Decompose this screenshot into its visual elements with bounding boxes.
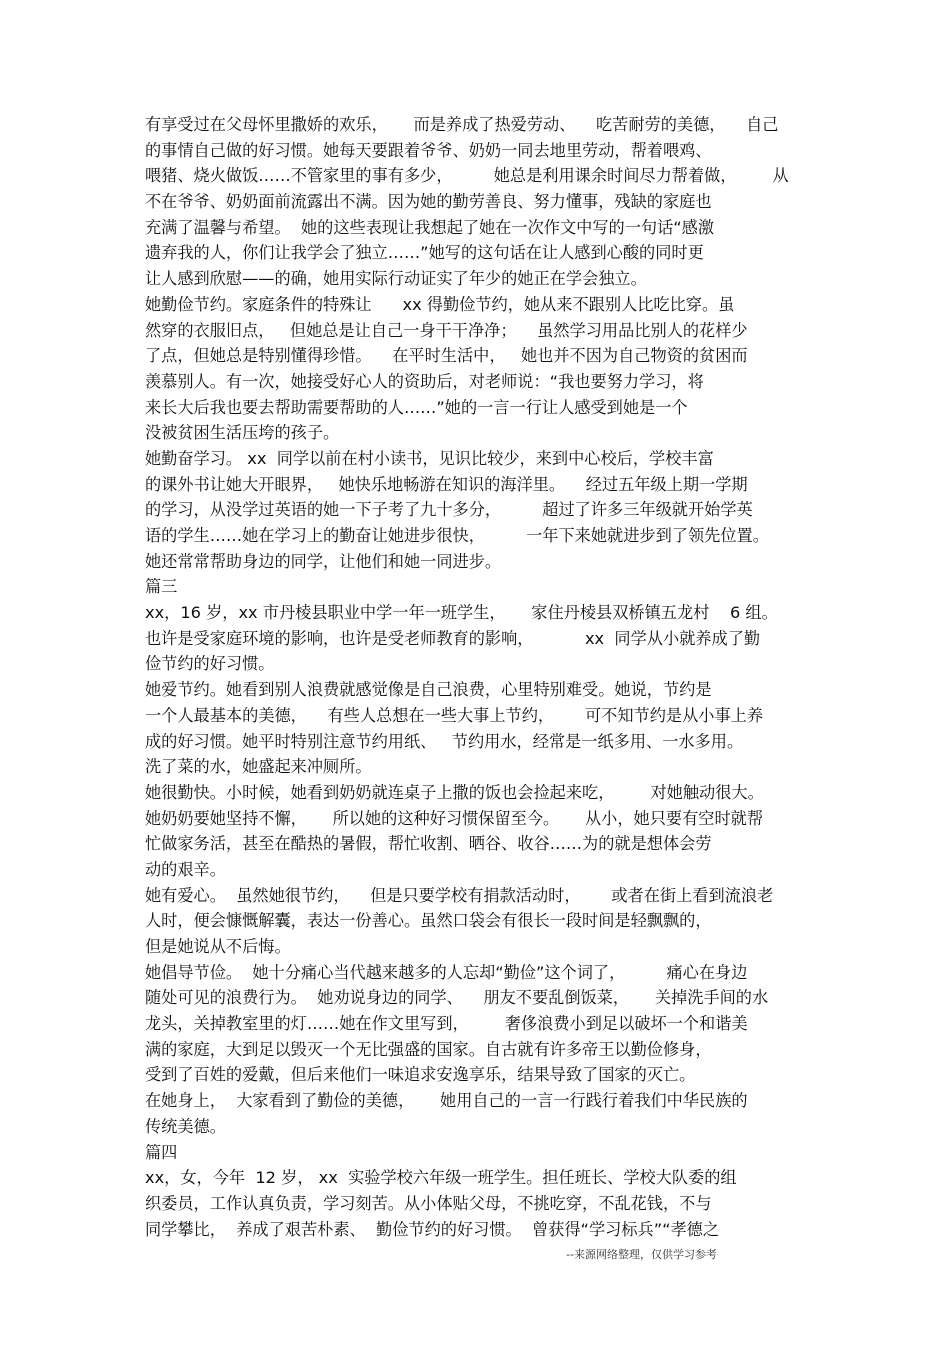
text-line: 充满了温馨与希望。 她的这些表现让我想起了她在一次作文中写的一句话“感激 xyxy=(145,217,715,237)
text-line: 她有爱心。 虽然她很节约， 但是只要学校有捐款活动时， 或者在街上看到流浪老 xyxy=(145,885,774,905)
text-line: 让人感到欣慰——的确，她用实际行动证实了年少的她正在学会独立。 xyxy=(145,269,647,289)
text-line: 成的好习惯。她平时特别注意节约用纸、 节约用水，经常是一纸多用、一水多用。 xyxy=(145,731,744,751)
text-line: 人时，便会慷慨解囊，表达一份善心。虽然口袋会有很长一段时间是轻飘飘的， xyxy=(145,911,712,931)
text-line: 她爱节约。她看到别人浪费就感觉像是自己浪费，心里特别难受。她说，节约是 xyxy=(145,680,712,700)
text-line: 龙头，关掉教室里的灯……她在作文里写到， 奢侈浪费小到足以破坏一个和谐美 xyxy=(145,1014,748,1034)
text-line: 她勤奋学习。 xx 同学以前在村小读书，见识比较少，来到中心校后，学校丰富 xyxy=(145,448,714,468)
text-line: 忙做家务活，甚至在酷热的暑假，帮忙收割、晒谷、收谷……为的就是想体会劳 xyxy=(145,834,712,854)
text-line: 篇四 xyxy=(145,1142,178,1162)
text-line: 篇三 xyxy=(145,577,178,597)
text-line: 一个人最基本的美德， 有些人总想在一些大事上节约， 可不知节约是从小事上养 xyxy=(145,705,764,725)
text-line: 的事情自己做的好习惯。她每天要跟着爷爷、奶奶一同去地里劳动，帮着喂鸡、 xyxy=(145,140,712,160)
text-line: 同学攀比， 养成了艰苦朴素、 勤俭节约的好习惯。 曾获得“学习标兵”“孝德之 xyxy=(145,1219,720,1239)
text-line: 动的艰辛。 xyxy=(145,859,226,879)
text-line: 洗了菜的水，她盛起来冲厕所。 xyxy=(145,757,372,777)
text-line: 但是她说从不后悔。 xyxy=(145,937,291,956)
text-line: 也许是受家庭环境的影响，也许是受老师教育的影响， xx 同学从小就养成了勤 xyxy=(145,628,761,648)
text-line: 满的家庭，大到足以毁灭一个无比强盛的国家。自古就有许多帝王以勤俭修身， xyxy=(145,1039,712,1059)
text-line: 喂猪、烧火做饭……不管家里的事有多少， 她总是利用课余时间尽力帮着做， 从 xyxy=(145,166,789,186)
text-line: 在她身上， 大家看到了勤俭的美德， 她用自己的一言一行践行着我们中华民族的 xyxy=(145,1091,748,1111)
text-line: xx，16 岁，xx 市丹棱县职业中学一年一班学生， 家住丹棱县双桥镇五龙村 6 组。 xyxy=(145,603,778,623)
text-line: 俭节约的好习惯。 xyxy=(145,654,275,674)
text-line: 语的学生……她在学习上的勤奋让她进步很快， 一年下来她就进步到了领先位置。 xyxy=(145,526,769,545)
text-line: 然穿的衣服旧点， 但她总是让自己一身干干净净； 虽然学习用品比别人的花样少 xyxy=(145,320,748,340)
text-line: 织委员，工作认真负责，学习刻苦。从小体贴父母，不挑吃穿，不乱花钱，不与 xyxy=(145,1193,712,1213)
text-line: 羡慕别人。有一次，她接受好心人的资助后，对老师说：“我也要努力学习，将 xyxy=(145,371,704,391)
text-line: 了点，但她总是特别懂得珍惜。 在平时生活中， 她也并不因为自己物资的贫困而 xyxy=(145,346,748,366)
text-line: 随处可见的浪费行为。 她劝说身边的同学、 朋友不要乱倒饭菜， 关掉洗手间的水 xyxy=(145,988,769,1008)
text-line: 她勤俭节约。家庭条件的特殊让 xx 得勤俭节约，她从来不跟别人比吃比穿。虽 xyxy=(145,294,735,314)
text-line: xx，女，今年 12 岁， xx 实验学校六年级一班学生。担任班长、学校大队委的组 xyxy=(145,1168,737,1188)
text-line: 她很勤快。小时候，她看到奶奶就连桌子上撒的饭也会捡起来吃， 对她触动很大。 xyxy=(145,782,764,802)
text-line: 她还常常帮助身边的同学，让他们和她一同进步。 xyxy=(145,551,502,571)
footer-note: --来源网络整理，仅供学习参考 xyxy=(566,1248,717,1261)
text-line: 传统美德。 xyxy=(145,1116,226,1136)
body-text xyxy=(145,112,815,1242)
text-line: 来长大后我也要去帮助需要帮助的人……”她的一言一行让人感受到她是一个 xyxy=(145,397,688,417)
text-line: 受到了百姓的爱戴，但后来他们一味追求安逸享乐，结果导致了国家的灭亡。 xyxy=(145,1065,696,1085)
text-line: 的课外书让她大开眼界， 她快乐地畅游在知识的海洋里。 经过五年级上期一学期 xyxy=(145,474,748,494)
text-line: 有享受过在父母怀里撒娇的欢乐， 而是养成了热爱劳动、 吃苦耐劳的美德， 自己 xyxy=(145,115,779,134)
text-line: 的学习，从没学过英语的她一下子考了九十多分， 超过了许多三年级就开始学英 xyxy=(145,500,753,520)
text-line: 没被贫困生活压垮的孩子。 xyxy=(145,423,340,443)
text-line: 她倡导节俭。 她十分痛心当代越来越多的人忘却“勤俭”这个词了， 痛心在身边 xyxy=(145,962,748,982)
text-line: 不在爷爷、奶奶面前流露出不满。因为她的勤劳善良、努力懂事，残缺的家庭也 xyxy=(145,192,712,212)
text-line: 她奶奶要她坚持不懈， 所以她的这种好习惯保留至今。 从小，她只要有空时就帮 xyxy=(145,808,764,828)
text-line: 遗弃我的人，你们让我学会了独立……”她写的这句话在让人感到心酸的同时更 xyxy=(145,243,704,263)
